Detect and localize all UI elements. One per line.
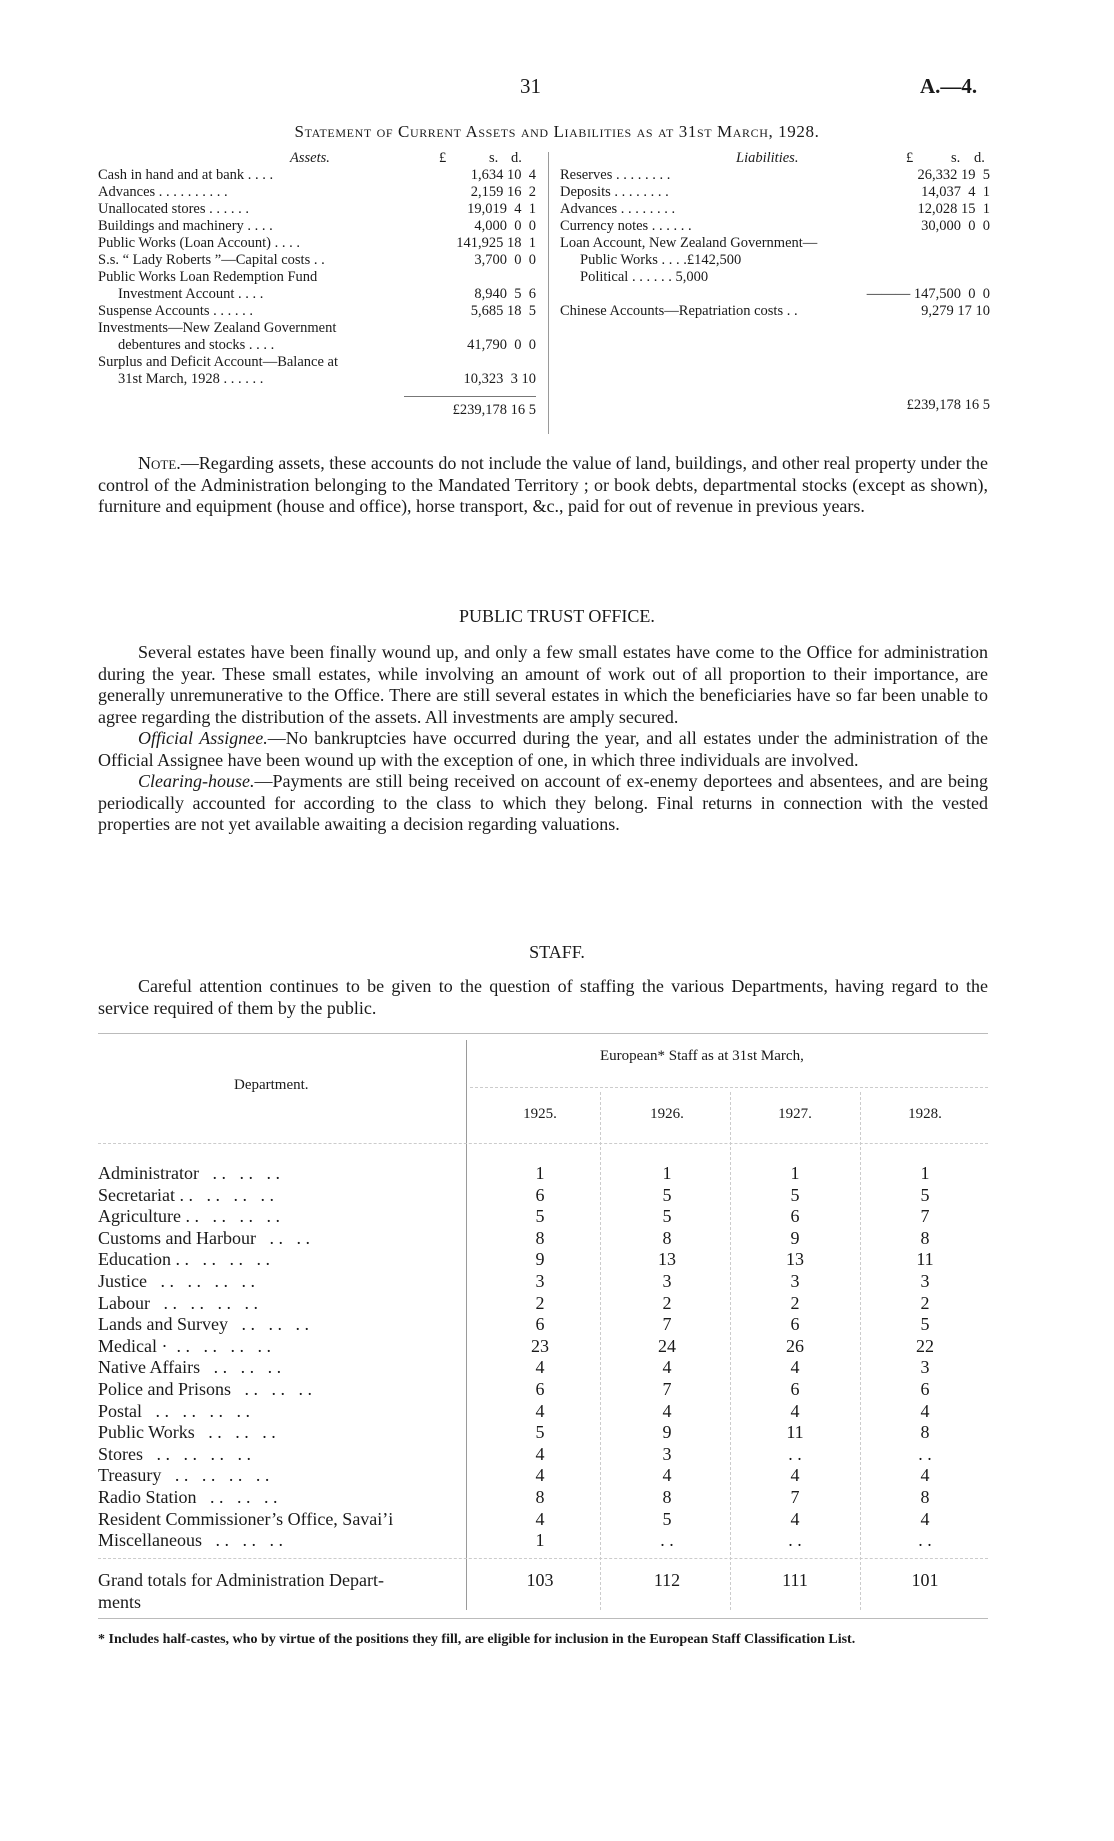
department-name: Postal . . . . . . . . (98, 1400, 251, 1421)
staff-count-cell: 5 (662, 1184, 672, 1205)
row-label: Cash in hand and at bank . . . . (98, 167, 274, 183)
row-label: Public Works (Loan Account) . . . . (98, 235, 300, 251)
row-label: Investments—New Zealand Government (98, 320, 337, 336)
staff-count-cell: . . (918, 1530, 932, 1551)
row-label: Unallocated stores . . . . . . (98, 201, 250, 217)
staff-count-cell: 7 (790, 1487, 800, 1507)
staff-count-cell: 4 (662, 1357, 672, 1378)
department-name: Medical · . . . . . . . . (98, 1335, 271, 1356)
row-amount: 3,700 0 0 (474, 252, 536, 268)
staff-count-cell: 4 (662, 1400, 672, 1421)
row-amount: 8,940 5 6 (474, 286, 536, 302)
assets-header: Assets. (290, 150, 330, 166)
row-label: Political . . . . . . 5,000 (580, 269, 709, 285)
year-header: 1925. (523, 1106, 557, 1122)
row-label: S.s. “ Lady Roberts ”—Capital costs . . (98, 252, 325, 268)
staff-footnote: * Includes half-castes, who by virtue of the positions they fill, are eligible for inclusion in the European Staff Classification List. (98, 1632, 856, 1647)
staff-count-cell: 6 (535, 1314, 545, 1335)
staff-count-cell: 4 (920, 1465, 930, 1486)
row-amount: 5,685 18 5 (470, 303, 536, 319)
department-name: Treasury . . . . . . . . (98, 1465, 270, 1486)
staff-count-cell: 13 (786, 1249, 804, 1270)
department-name: Labour . . . . . . . . (98, 1292, 258, 1313)
grand-total-cell: 103 (526, 1570, 554, 1590)
liabilities-header: Liabilities. (736, 150, 799, 166)
staff-count-cell: 2 (920, 1292, 930, 1313)
row-amount: 2,159 16 2 (470, 184, 536, 200)
staff-count-cell: 4 (790, 1465, 800, 1486)
staff-count-cell: 7 (920, 1206, 930, 1227)
clearing-house-lead: Clearing-house. (138, 771, 255, 791)
staff-count-cell: 1 (790, 1163, 800, 1183)
staff-count-cell: 8 (535, 1487, 545, 1507)
row-label: Suspense Accounts . . . . . . (98, 303, 254, 319)
staff-count-cell: 22 (916, 1335, 934, 1356)
department-name: Justice . . . . . . . . (98, 1271, 255, 1291)
department-name: Education . . . . . . . . (98, 1249, 270, 1270)
staff-count-cell: 1 (920, 1163, 930, 1183)
staff-title: STAFF. (529, 942, 585, 962)
pence-header: d. (974, 150, 985, 166)
staff-count-cell: 9 (662, 1422, 672, 1443)
assets-total: £239,178 16 5 (452, 402, 536, 418)
staff-table-bottom-rule (98, 1618, 988, 1619)
row-label: Advances . . . . . . . . (560, 201, 676, 217)
staff-count-cell: 4 (920, 1508, 930, 1529)
group-header-rule (470, 1087, 988, 1088)
row-amount: 41,790 0 0 (467, 337, 536, 353)
staff-count-cell: . . (660, 1530, 674, 1551)
statement-title: Statement of Current Assets and Liabilities as at 31st March, 1928. (294, 122, 820, 141)
staff-count-cell: 4 (920, 1400, 930, 1421)
staff-count-cell: 4 (535, 1508, 545, 1529)
staff-count-cell: 4 (535, 1357, 545, 1378)
staff-count-cell: 4 (662, 1465, 672, 1486)
row-amount: 1,634 10 4 (470, 167, 536, 183)
department-name: Stores . . . . . . . . (98, 1443, 251, 1464)
row-amount: 19,019 4 1 (467, 201, 536, 217)
public-trust-paragraph-1: Several estates have been finally wound up, and only a few small estates have come to the Office for administration during the year. These small estates, while involving an amount of work out of all proportion to their importance, are generally unremunerative to the Office. There are still several estates in which the beneficiaries have so far been unable to agree regarding the distribution of the assets. All investments are amply secured. (98, 642, 988, 727)
staff-count-cell: 2 (790, 1292, 800, 1313)
row-amount: 26,332 19 5 (917, 167, 990, 183)
staff-count-cell: 11 (786, 1422, 804, 1443)
staff-count-cell: 23 (531, 1335, 549, 1356)
staff-count-cell: 3 (535, 1271, 545, 1291)
row-label: Surplus and Deficit Account—Balance at (98, 354, 338, 370)
staff-count-cell: 7 (662, 1314, 672, 1335)
grand-totals-label-1: Grand totals for Administration Depart- (98, 1570, 384, 1590)
department-name: Radio Station . . . . . . (98, 1487, 278, 1507)
pounds-header: £ (906, 150, 914, 166)
staff-count-cell: 5 (920, 1314, 930, 1335)
staff-count-cell: 8 (920, 1422, 930, 1443)
staff-count-cell: 1 (662, 1163, 672, 1183)
department-name: Secretariat . . . . . . . . (98, 1184, 274, 1205)
year-header: 1928. (908, 1106, 942, 1122)
staff-count-cell: 2 (535, 1292, 545, 1313)
staff-count-cell: 3 (920, 1271, 930, 1291)
row-label: Advances . . . . . . . . . . (98, 184, 228, 200)
pence-header: d. (511, 150, 522, 166)
staff-count-cell: . . (788, 1530, 802, 1551)
staff-count-cell: 8 (662, 1227, 672, 1248)
department-name: Administrator . . . . . . (98, 1163, 280, 1183)
row-amount: 14,037 4 1 (921, 184, 990, 200)
staff-count-cell: 6 (790, 1379, 800, 1399)
staff-count-cell: 5 (790, 1184, 800, 1205)
grand-total-cell: 111 (782, 1570, 808, 1590)
staff-count-cell: 3 (662, 1271, 672, 1291)
staff-count-cell: 4 (790, 1400, 800, 1421)
column-divider (730, 1092, 731, 1610)
header-bottom-rule (98, 1143, 988, 1144)
staff-table-top-rule (98, 1033, 988, 1034)
staff-count-cell: 7 (662, 1379, 672, 1399)
staff-count-cell: 6 (790, 1314, 800, 1335)
staff-count-cell: 4 (790, 1357, 800, 1378)
row-label: Investment Account . . . . (118, 286, 264, 302)
staff-count-cell: 4 (535, 1400, 545, 1421)
row-label: Buildings and machinery . . . . (98, 218, 273, 234)
staff-count-cell: 8 (920, 1227, 930, 1248)
row-label: Currency notes . . . . . . (560, 218, 692, 234)
row-label: Reserves . . . . . . . . (560, 167, 671, 183)
staff-count-cell: 6 (790, 1206, 800, 1227)
row-amount: 12,028 15 1 (917, 201, 990, 217)
year-header: 1927. (778, 1106, 812, 1122)
row-label: debentures and stocks . . . . (118, 337, 275, 353)
shillings-header: s. (489, 150, 499, 166)
official-assignee-text: —No bankruptcies have occurred during the year, and all estates under the administration of the Official Assignee have been wound up with the exception of one, in which three individuals are involved. (98, 728, 989, 770)
row-amount: 10,323 3 10 (463, 371, 536, 387)
staff-count-cell: 9 (535, 1249, 545, 1270)
staff-count-cell: 6 (920, 1379, 930, 1399)
column-divider (860, 1092, 861, 1610)
grand-totals-label-2: ments (98, 1592, 141, 1612)
official-assignee-lead: Official Assignee. (138, 728, 268, 748)
staff-count-cell: . . (788, 1443, 802, 1464)
department-name: Customs and Harbour . . . . (98, 1227, 310, 1248)
staff-count-cell: 6 (535, 1379, 545, 1399)
page-number: 31 (520, 74, 541, 98)
clearing-house-text: —Payments are still being received on account of ex-enemy deportees and absentees, and are being periodically accounted for according to the class to which they belong. Final returns in connection with the vested properties are not yet available awaiting a decision regarding valuations. (98, 771, 988, 834)
staff-count-cell: . . (918, 1443, 932, 1464)
row-amount: 4,000 0 0 (474, 218, 536, 234)
pounds-header: £ (439, 150, 447, 166)
staff-count-cell: 5 (662, 1206, 672, 1227)
staff-count-cell: 3 (790, 1271, 800, 1291)
staff-count-cell: 1 (535, 1530, 545, 1551)
staff-count-cell: 26 (786, 1335, 804, 1356)
staff-count-cell: 4 (535, 1465, 545, 1486)
department-name: Police and Prisons . . . . . . (98, 1379, 312, 1399)
liabilities-total: £239,178 16 5 (906, 397, 990, 413)
grand-total-cell: 101 (911, 1570, 939, 1590)
department-name: Native Affairs . . . . . . (98, 1357, 282, 1378)
staff-count-cell: 2 (662, 1292, 672, 1313)
staff-count-cell: 9 (790, 1227, 800, 1248)
column-divider (600, 1092, 601, 1610)
staff-dept-divider (466, 1040, 467, 1610)
public-trust-title: PUBLIC TRUST OFFICE. (459, 606, 655, 626)
year-header: 1926. (650, 1106, 684, 1122)
staff-count-cell: 8 (920, 1487, 930, 1507)
group-column-header: European* Staff as at 31st March, (600, 1048, 804, 1064)
row-amount: 30,000 0 0 (921, 218, 990, 234)
staff-intro-text: Careful attention continues to be given to the question of staffing the various Departments, having regard to the service required of them by the public. (98, 976, 988, 1018)
staff-count-cell: 4 (790, 1508, 800, 1529)
staff-count-cell: 8 (535, 1227, 545, 1248)
staff-count-cell: 5 (920, 1184, 930, 1205)
row-label: Chinese Accounts—Repatriation costs . . (560, 303, 798, 319)
row-label: Public Works . . . .£142,500 (580, 252, 742, 268)
staff-count-cell: 8 (662, 1487, 672, 1507)
department-name: Lands and Survey . . . . . . (98, 1314, 309, 1335)
staff-count-cell: 5 (662, 1508, 672, 1529)
row-label: Loan Account, New Zealand Government— (560, 235, 818, 251)
staff-count-cell: 6 (535, 1184, 545, 1205)
department-name: Resident Commissioner’s Office, Savai’i (98, 1508, 394, 1529)
dept-column-header: Department. (234, 1077, 309, 1093)
grand-total-cell: 112 (653, 1570, 681, 1590)
row-amount: ——— 147,500 0 0 (866, 286, 990, 302)
staff-count-cell: 3 (920, 1357, 930, 1378)
staff-count-cell: 1 (535, 1163, 545, 1183)
staff-count-cell: 13 (658, 1249, 676, 1270)
row-amount: 9,279 17 10 (921, 303, 990, 319)
row-amount: 141,925 18 1 (456, 235, 536, 251)
staff-count-cell: 11 (916, 1249, 934, 1270)
staff-count-cell: 5 (535, 1206, 545, 1227)
staff-count-cell: 24 (658, 1335, 676, 1356)
shillings-header: s. (951, 150, 961, 166)
row-label: Public Works Loan Redemption Fund (98, 269, 318, 285)
staff-count-cell: 5 (535, 1422, 545, 1443)
staff-count-cell: 3 (662, 1443, 672, 1464)
row-label: Deposits . . . . . . . . (560, 184, 669, 200)
row-label: 31st March, 1928 . . . . . . (118, 371, 264, 387)
note-text: —Regarding assets, these accounts do not include the value of land, buildings, and other real property under the control of the Administration belonging to the Mandated Territory ; or book debts, departmental stocks (except as shown), furniture and equipment (house and office), horse transport, &c., paid for out of revenue in previous years. (98, 453, 988, 516)
staff-count-cell: 4 (535, 1443, 545, 1464)
department-name: Miscellaneous . . . . . . (98, 1530, 283, 1551)
department-name: Public Works . . . . . . (98, 1422, 276, 1443)
totals-top-rule (98, 1558, 988, 1559)
document-reference: A.—4. (920, 74, 978, 98)
department-name: Agriculture . . . . . . . . (98, 1206, 280, 1227)
note-lead: Note. (138, 453, 181, 473)
